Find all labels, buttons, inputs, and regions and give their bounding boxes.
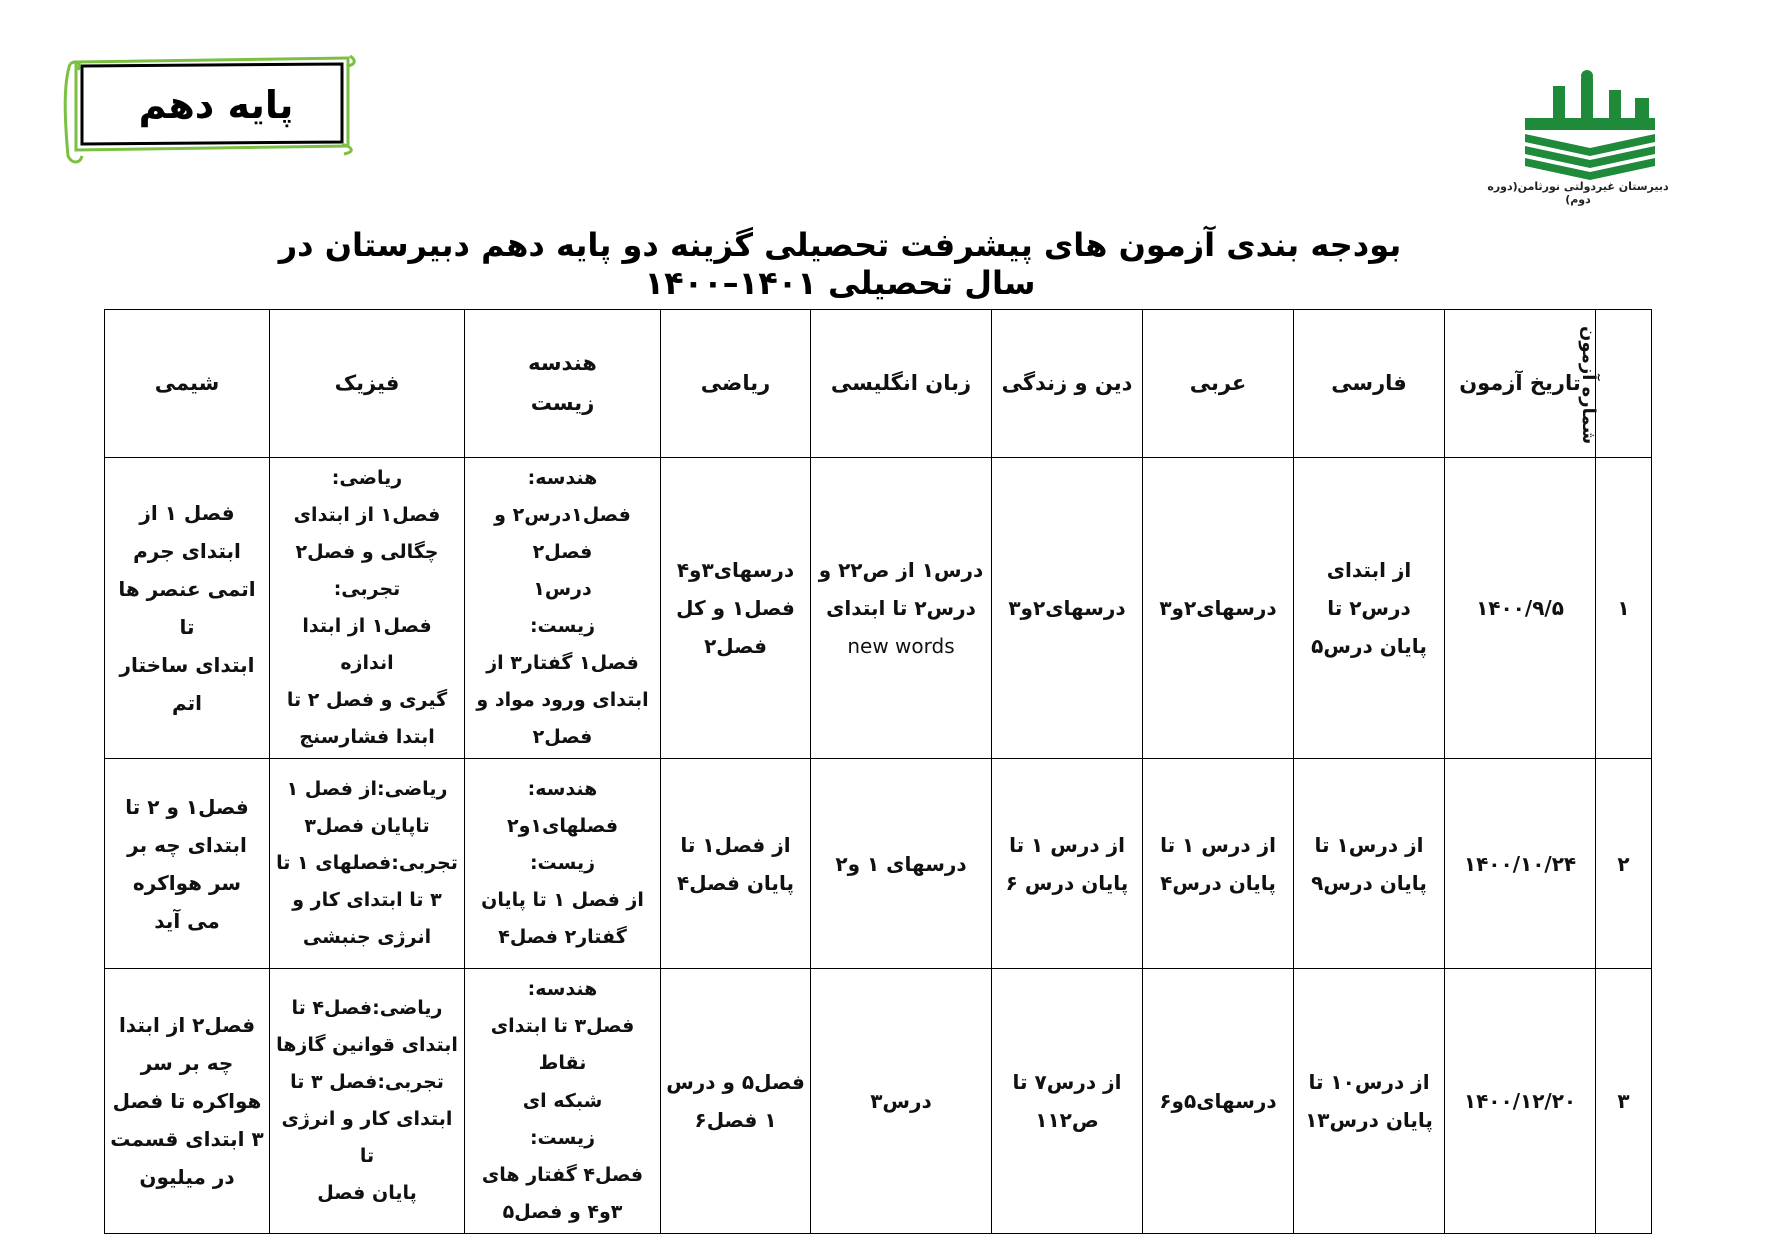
cell-math: درسهای۳و۴ فصل۱ و کل فصل۲ xyxy=(661,458,811,759)
header-chemistry: شیمی xyxy=(105,310,270,458)
header-geometry-biology: هندسه زیست xyxy=(465,310,661,458)
cell-geometry-biology: هندسه: فصلهای۱و۲ زیست: از فصل ۱ تا پایان گفتار۲ فصل۴ xyxy=(465,759,661,969)
school-name: دبیرستان غیردولتی نورثامن(دوره دوم) xyxy=(1487,180,1669,206)
header-arabic: عربی xyxy=(1143,310,1294,458)
cell-english-latin: new words xyxy=(847,634,955,659)
cell-math: فصل۵ و درس ۱ فصل۶ xyxy=(661,969,811,1233)
cell-chemistry: فصل۲ از ابتدا چه بر سر هواکره تا فصل ۳ ابتدای قسمت در میلیون xyxy=(105,969,270,1233)
cell-chemistry: فصل ۱ از ابتدای جرم اتمی عنصر ها تا ابتدای ساختار اتم xyxy=(105,458,270,759)
cell-english-text: درس۱ از ص۲۲ و درس۲ تا ابتدای xyxy=(818,558,984,621)
cell-farsi: از درس۱۰ تا پایان درس۱۳ xyxy=(1294,969,1445,1233)
cell-geometry-biology: هندسه: فصل۱درس۲ و فصل۲ درس۱ زیست: فصل۱ گفتار۳ از ابتدای ورود مواد و فصل۲ xyxy=(465,458,661,759)
header-date: تاریخ آزمون xyxy=(1445,310,1596,458)
header-farsi: فارسی xyxy=(1294,310,1445,458)
cell-date: ۱۴۰۰/۹/۵ xyxy=(1445,458,1596,759)
table-header-row xyxy=(105,310,1652,458)
cell-farsi: از ابتدای درس۲ تا پایان درس۵ xyxy=(1294,458,1445,759)
cell-religion: از درس ۱ تا پایان درس ۶ xyxy=(992,759,1143,969)
cell-exam-no: ۲ xyxy=(1596,759,1652,969)
table-row xyxy=(105,759,1652,969)
table-row xyxy=(105,458,1652,759)
header-english: زبان انگلیسی xyxy=(811,310,992,458)
cell-arabic: درسهای۲و۳ xyxy=(1143,458,1294,759)
cell-date: ۱۴۰۰/۱۰/۲۴ xyxy=(1445,759,1596,969)
exam-budget-table xyxy=(104,309,1652,1234)
header-physics: فیزیک xyxy=(270,310,465,458)
cell-chemistry: فصل۱ و ۲ تا ابتدای چه بر سر هواکره می آید xyxy=(105,759,270,969)
cell-exam-no: ۳ xyxy=(1596,969,1652,1233)
cell-english: درس۳ xyxy=(811,969,992,1233)
cell-english xyxy=(811,458,992,759)
cell-exam-no: ۱ xyxy=(1596,458,1652,759)
header-exam-no: شماره آزمون xyxy=(1596,310,1652,458)
cell-religion: از درس۷ تا ص۱۱۲ xyxy=(992,969,1143,1233)
cell-physics: ریاضی:از فصل ۱ تاپایان فصل۳ تجربی:فصلهای ۱ تا ۳ تا ابتدای کار و انرژی جنبشی xyxy=(270,759,465,969)
cell-physics: ریاضی: فصل۱ از ابتدای چگالی و فصل۲ تجربی: فصل۱ از ابتدا اندازه گیری و فصل ۲ تا ابتدا فشارسنج xyxy=(270,458,465,759)
cell-farsi: از درس۱ تا پایان درس۹ xyxy=(1294,759,1445,969)
page-title: بودجه بندی آزمون های پیشرفت تحصیلی گزینه دو پایه دهم دبیرستان در سال تحصیلی ۱۴۰۱–۱۴۰۰ xyxy=(278,226,1402,302)
cell-geometry-biology: هندسه: فصل۳ تا ابتدای نقاط شبکه ای زیست: فصل۴ گفتار های ۳و۴ و فصل۵ xyxy=(465,969,661,1233)
cell-arabic: از درس ۱ تا پایان درس۴ xyxy=(1143,759,1294,969)
cell-religion: درسهای۲و۳ xyxy=(992,458,1143,759)
cell-english: درسهای ۱ و۲ xyxy=(811,759,992,969)
cell-date: ۱۴۰۰/۱۲/۲۰ xyxy=(1445,969,1596,1233)
cell-math: از فصل۱ تا پایان فصل۴ xyxy=(661,759,811,969)
cell-physics: ریاضی:فصل۴ تا ابتدای قوانین گازها تجربی:فصل ۳ تا ابتدای کار و انرژی تا پایان فصل xyxy=(270,969,465,1233)
grade-label: پایه دهم xyxy=(138,83,294,127)
school-logo-icon xyxy=(1515,68,1665,180)
header-religion: دین و زندگی xyxy=(992,310,1143,458)
table-row xyxy=(105,969,1652,1233)
cell-arabic: درسهای۵و۶ xyxy=(1143,969,1294,1233)
header-math: ریاضی xyxy=(661,310,811,458)
